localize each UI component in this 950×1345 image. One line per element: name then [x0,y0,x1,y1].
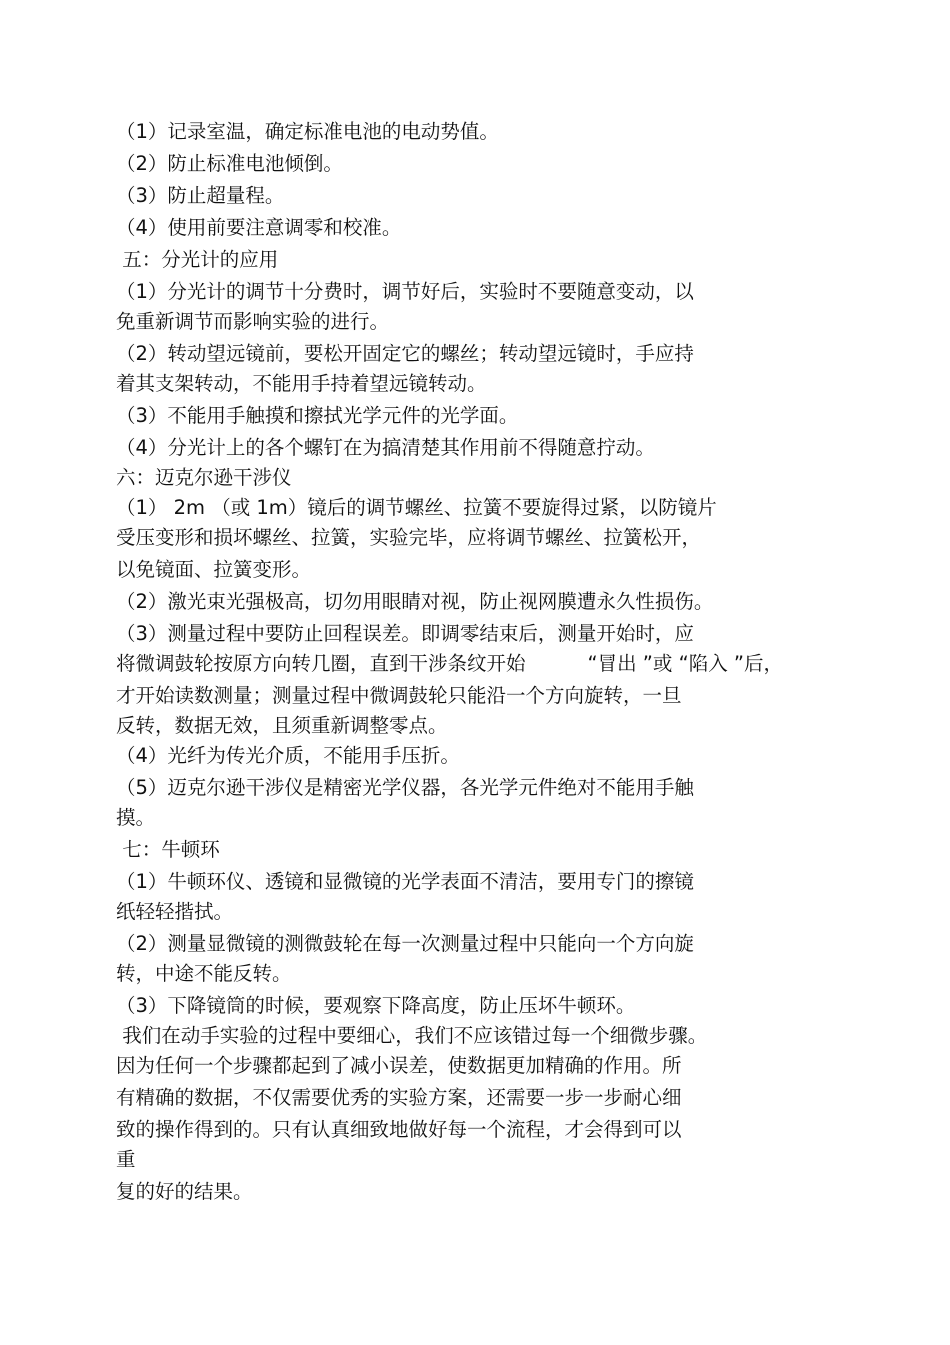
text-line: （3）不能用手触摸和擦拭光学元件的光学面。 [116,404,519,427]
paragraph-line: 重 [116,1148,136,1171]
text-line: （4）使用前要注意调零和校准。 [116,216,402,239]
paragraph-line: 因为任何一个步骤都起到了减小误差，使数据更加精确的作用。所 [116,1054,682,1077]
text-line: （2）防止标准电池倾倒。 [116,152,343,175]
text-line: （4）光纤为传光介质，不能用手压折。 [116,744,460,767]
paragraph-line: 有精确的数据，不仅需要优秀的实验方案，还需要一步一步耐心细 [116,1086,682,1109]
paragraph-line: 我们在动手实验的过程中要细心，我们不应该错过每一个细微步骤。 [116,1024,708,1047]
section-heading: 七：牛顿环 [116,838,220,861]
text-line: 将微调鼓轮按原方向转几圈，直到干涉条纹开始 “冒出 ”或 “陷入 ”后， [116,652,783,675]
text-line: 反转，数据无效，且须重新调整零点。 [116,714,448,737]
section-heading: 五：分光计的应用 [116,248,279,271]
text-line: （2）测量显微镜的测微鼓轮在每一次测量过程中只能向一个方向旋 [116,932,694,955]
paragraph-line: 复的好的结果。 [116,1180,253,1203]
paragraph-line: 致的操作得到的。只有认真细致地做好每一个流程，才会得到可以 [116,1118,682,1141]
text-line: 着其支架转动，不能用手持着望远镜转动。 [116,372,487,395]
section-heading: 六：迈克尔逊干涉仪 [116,466,292,489]
text-line: 纸轻轻揩拭。 [116,900,234,923]
text-line: 免重新调节而影响实验的进行。 [116,310,390,333]
text-line: （1）记录室温，确定标准电池的电动势值。 [116,120,499,143]
text-line: （3）测量过程中要防止回程误差。即调零结束后，测量开始时，应 [116,622,694,645]
text-line: 才开始读数测量；测量过程中微调鼓轮只能沿一个方向旋转，一旦 [116,684,682,707]
text-line: （1）分光计的调节十分费时，调节好后，实验时不要随意变动，以 [116,280,694,303]
text-line: 以免镜面、拉簧变形。 [116,558,312,581]
text-line: （5）迈克尔逊干涉仪是精密光学仪器，各光学元件绝对不能用手触 [116,776,694,799]
text-line: 受压变形和损坏螺丝、拉簧，实验完毕，应将调节螺丝、拉簧松开， [116,526,702,549]
text-line: 摸。 [116,806,156,829]
text-line: （1）牛顿环仪、透镜和显微镜的光学表面不清洁，要用专门的擦镜 [116,870,694,893]
text-line: （2）转动望远镜前，要松开固定它的螺丝；转动望远镜时，手应持 [116,342,694,365]
text-line: （1） 2m （或 1m）镜后的调节螺丝、拉簧不要旋得过紧，以防镜片 [116,496,717,519]
text-line: （3）防止超量程。 [116,184,285,207]
text-line: （3）下降镜筒的时候，要观察下降高度，防止压坏牛顿环。 [116,994,636,1017]
text-line: 转，中途不能反转。 [116,962,292,985]
text-line: （2）激光束光强极高，切勿用眼睛对视，防止视网膜遭永久性损伤。 [116,590,714,613]
text-line: （4）分光计上的各个螺钉在为搞清楚其作用前不得随意拧动。 [116,436,655,459]
